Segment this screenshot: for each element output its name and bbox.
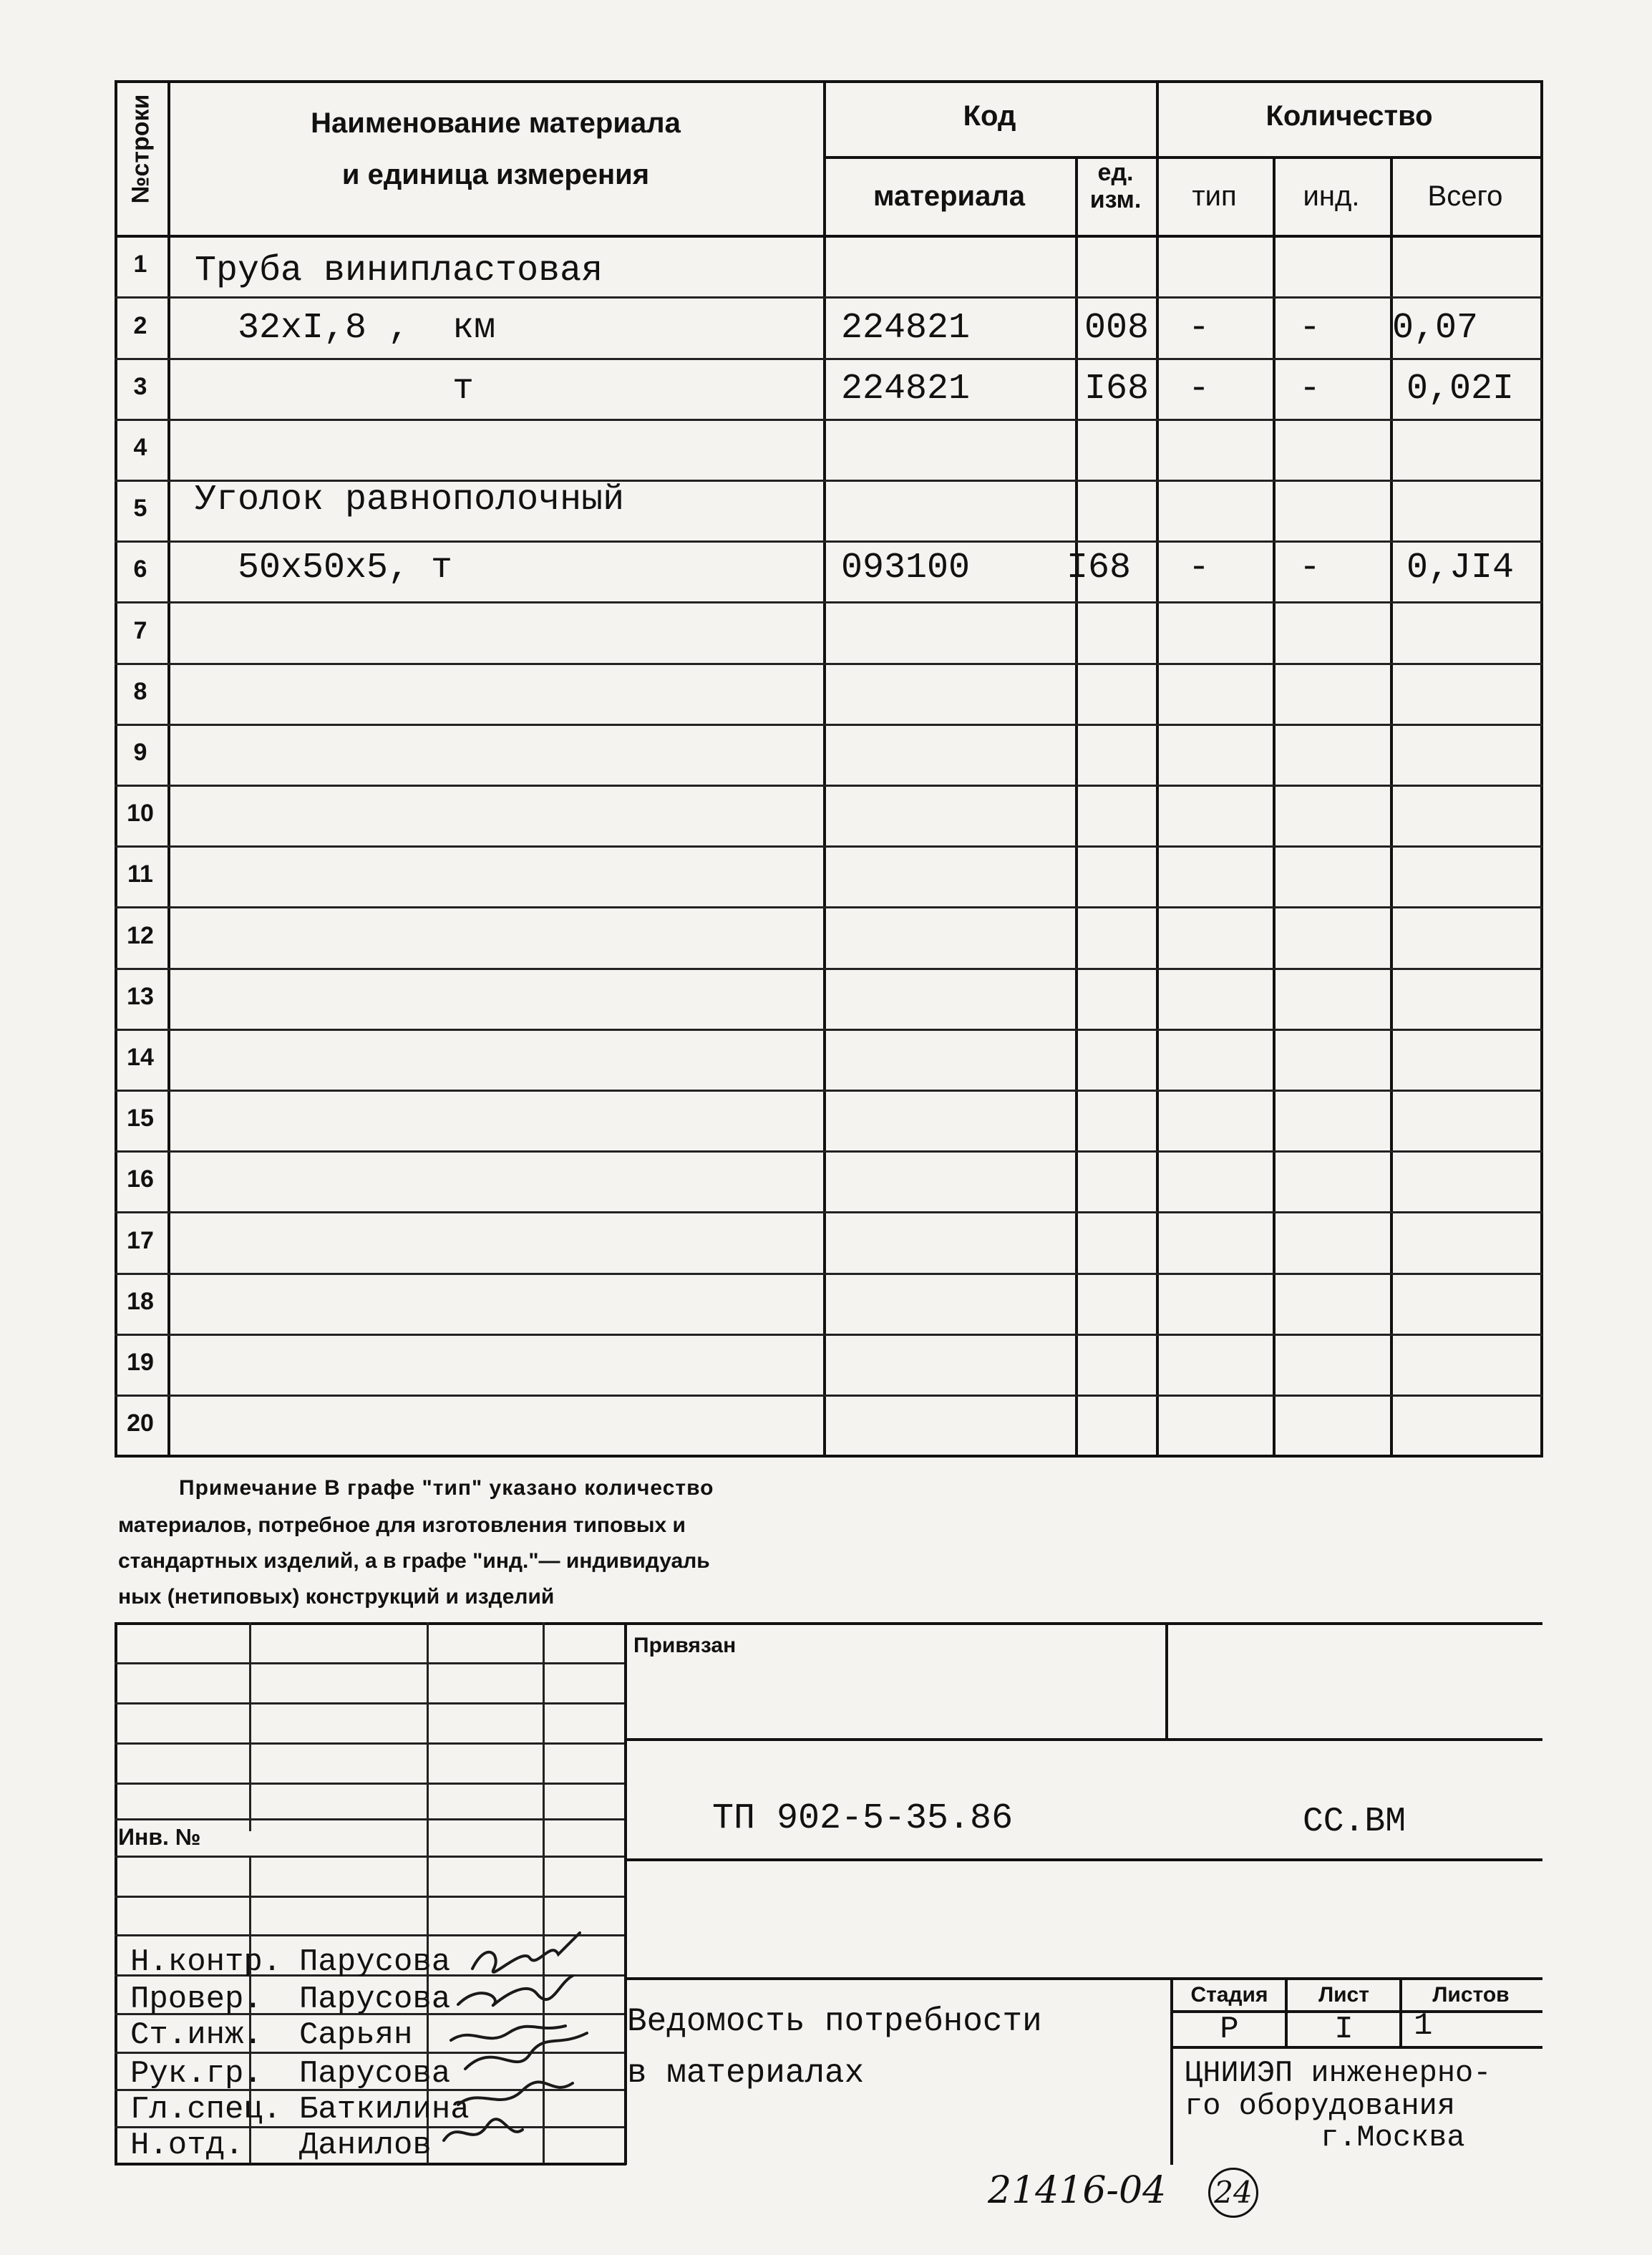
row-number: 14 xyxy=(127,1044,154,1071)
row-number: 13 xyxy=(127,983,154,1010)
row-number: 7 xyxy=(133,617,147,644)
unit-header: ед. изм. xyxy=(1089,159,1142,213)
organization-line3: г.Москва xyxy=(1321,2120,1465,2155)
signer-role: Гл.спец. xyxy=(130,2092,282,2128)
row-number: 5 xyxy=(133,495,147,522)
total-value: 0,JI4 xyxy=(1406,548,1515,588)
row-number: 1 xyxy=(133,251,147,278)
signer-name: Парусова xyxy=(299,2056,451,2092)
material-name: 50x50x5, т xyxy=(195,548,453,588)
ind-header: инд. xyxy=(1303,180,1360,212)
row-number-header: №строки xyxy=(127,94,155,204)
row-number: 12 xyxy=(127,922,154,949)
document-title-line1: Ведомость потребности xyxy=(627,2003,1042,2040)
document-code: ТП 902-5-35.86 xyxy=(712,1798,1014,1839)
row-number: 2 xyxy=(133,312,147,339)
typ-header: тип xyxy=(1192,180,1237,212)
note-line: материалов, потребное для изготовления типовых и xyxy=(118,1513,686,1537)
total-value: 0,02I xyxy=(1406,369,1515,409)
row-number: 16 xyxy=(127,1165,154,1193)
material-code: 224821 xyxy=(841,369,971,409)
handwritten-signatures xyxy=(415,1926,630,2169)
signer-name: Парусова xyxy=(299,1982,451,2017)
inventory-number-label: Инв. № xyxy=(118,1824,201,1850)
row-number: 11 xyxy=(127,860,153,888)
signer-name: Сарьян xyxy=(299,2017,413,2053)
signer-name: Парусова xyxy=(299,1944,451,1980)
material-code: 224821 xyxy=(841,308,971,349)
sheet-label: Лист xyxy=(1318,1983,1369,2007)
signer-role: Провер. xyxy=(130,1982,263,2017)
row-number: 15 xyxy=(127,1105,154,1132)
unit-code: I68 xyxy=(1084,369,1150,409)
note-line: стандартных изделий, а в графе "инд."— индивидуаль xyxy=(118,1549,710,1573)
row-number: 6 xyxy=(133,556,147,583)
ind-value: - xyxy=(1299,308,1321,349)
document-title-line2: в материалах xyxy=(627,2055,865,2092)
row-number: 4 xyxy=(133,434,147,461)
row-number: 10 xyxy=(127,800,154,827)
material-name: Уголок равнополочный xyxy=(195,480,625,520)
name-header-line1: Наименование материала xyxy=(311,107,681,139)
typ-value: - xyxy=(1188,369,1210,409)
unit-code: 008 xyxy=(1084,308,1150,349)
row-number: 17 xyxy=(127,1227,154,1254)
document-mark: СС.ВМ xyxy=(1303,1803,1406,1841)
material-name: Труба винипластовая xyxy=(195,251,603,291)
ind-value: - xyxy=(1299,369,1321,409)
page-number-circle xyxy=(1208,2168,1258,2218)
organization-line2: го оборудования xyxy=(1185,2089,1456,2123)
stage-label: Стадия xyxy=(1190,1983,1268,2007)
row-number: 8 xyxy=(133,678,147,705)
name-header-line2: и единица измерения xyxy=(341,159,650,190)
archive-number: 21416-04 xyxy=(988,2169,1167,2212)
privyazan-label: Привязан xyxy=(633,1634,737,1657)
row-number: 3 xyxy=(133,373,147,400)
signer-name: Данилов xyxy=(299,2128,432,2163)
row-number: 20 xyxy=(127,1410,154,1437)
quantity-header: Количество xyxy=(1265,100,1433,132)
sheets-label: Листов xyxy=(1432,1983,1510,2007)
sheet-value: I xyxy=(1334,2012,1354,2047)
signer-role: Н.контр. xyxy=(130,1944,282,1980)
sheets-value: 1 xyxy=(1414,2008,1433,2044)
material-name: т xyxy=(195,369,475,409)
total-value: 0,07 xyxy=(1392,308,1479,349)
typ-value: - xyxy=(1188,308,1210,349)
ind-value: - xyxy=(1299,548,1321,588)
signer-name: Баткилина xyxy=(299,2092,470,2128)
typ-value: - xyxy=(1188,548,1210,588)
page-number: 24 xyxy=(1214,2175,1253,2210)
code-header: Код xyxy=(963,100,1016,132)
note-line: ных (нетиповых) конструкций и изделий xyxy=(118,1585,555,1609)
signer-role: Рук.гр. xyxy=(130,2056,263,2092)
signer-role: Ст.инж. xyxy=(130,2017,263,2053)
row-number: 18 xyxy=(127,1288,154,1315)
material-code: 093100 xyxy=(841,548,971,588)
stage-value: Р xyxy=(1220,2012,1239,2047)
row-number: 9 xyxy=(133,739,147,766)
note-line: Примечание В графе "тип" указано количество xyxy=(179,1476,714,1500)
material-header: материала xyxy=(873,180,1026,212)
signer-role: Н.отд. xyxy=(130,2128,244,2163)
total-header: Всего xyxy=(1427,180,1503,212)
row-number: 19 xyxy=(127,1349,154,1376)
material-name: 32xI,8 , км xyxy=(195,308,496,349)
organization-line1: ЦНИИЭП инженерно- xyxy=(1185,2056,1492,2090)
unit-code: I68 xyxy=(1066,548,1132,588)
